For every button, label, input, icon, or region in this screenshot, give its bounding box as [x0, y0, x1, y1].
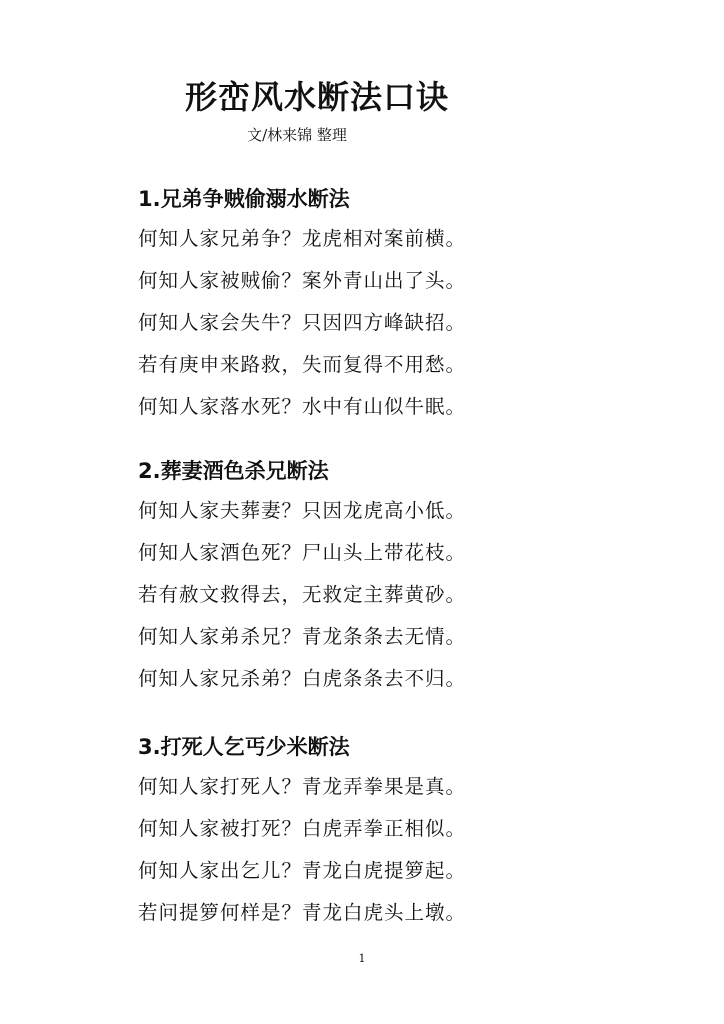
document-author-line: 文/林来锦 整理: [247, 126, 347, 144]
verse-line: 何知人家会失牛？只因四方峰缺招。: [138, 311, 467, 334]
document-title: 形峦风水断法口诀: [184, 78, 449, 116]
verse-line: 何知人家兄弟争？龙虎相对案前横。: [138, 227, 467, 250]
verse-line: 何知人家酒色死？尸山头上带花枝。: [138, 541, 467, 564]
section-2: [138, 452, 538, 700]
section-3: [138, 728, 538, 934]
verse-line: 何知人家弟杀兄？青龙条条去无情。: [138, 625, 467, 648]
section-heading: 1.兄弟争贼偷溺水断法: [138, 187, 350, 211]
verse-line: 何知人家兄杀弟？白虎条条去不归。: [138, 667, 467, 690]
section-1: [138, 180, 538, 428]
verse-line: 何知人家被打死？白虎弄拳正相似。: [138, 817, 467, 840]
section-heading: 2.葬妻酒色杀兄断法: [138, 459, 329, 483]
section-heading: 3.打死人乞丐少米断法: [138, 735, 350, 759]
verse-line: 若有庚申来路救，失而复得不用愁。: [138, 353, 467, 376]
verse-line: 何知人家打死人？青龙弄拳果是真。: [138, 775, 467, 798]
verse-line: 若问提箩何样是？青龙白虎头上墩。: [138, 901, 467, 924]
verse-line: 何知人家被贼偷？案外青山出了头。: [138, 269, 467, 292]
page-number: 1: [358, 952, 366, 965]
verse-line: 何知人家落水死？水中有山似牛眠。: [138, 395, 467, 418]
verse-line: 何知人家出乞儿？青龙白虎提箩起。: [138, 859, 467, 882]
verse-line: 若有赦文救得去，无救定主葬黄砂。: [138, 583, 467, 606]
verse-line: 何知人家夫葬妻？只因龙虎高小低。: [138, 499, 467, 522]
